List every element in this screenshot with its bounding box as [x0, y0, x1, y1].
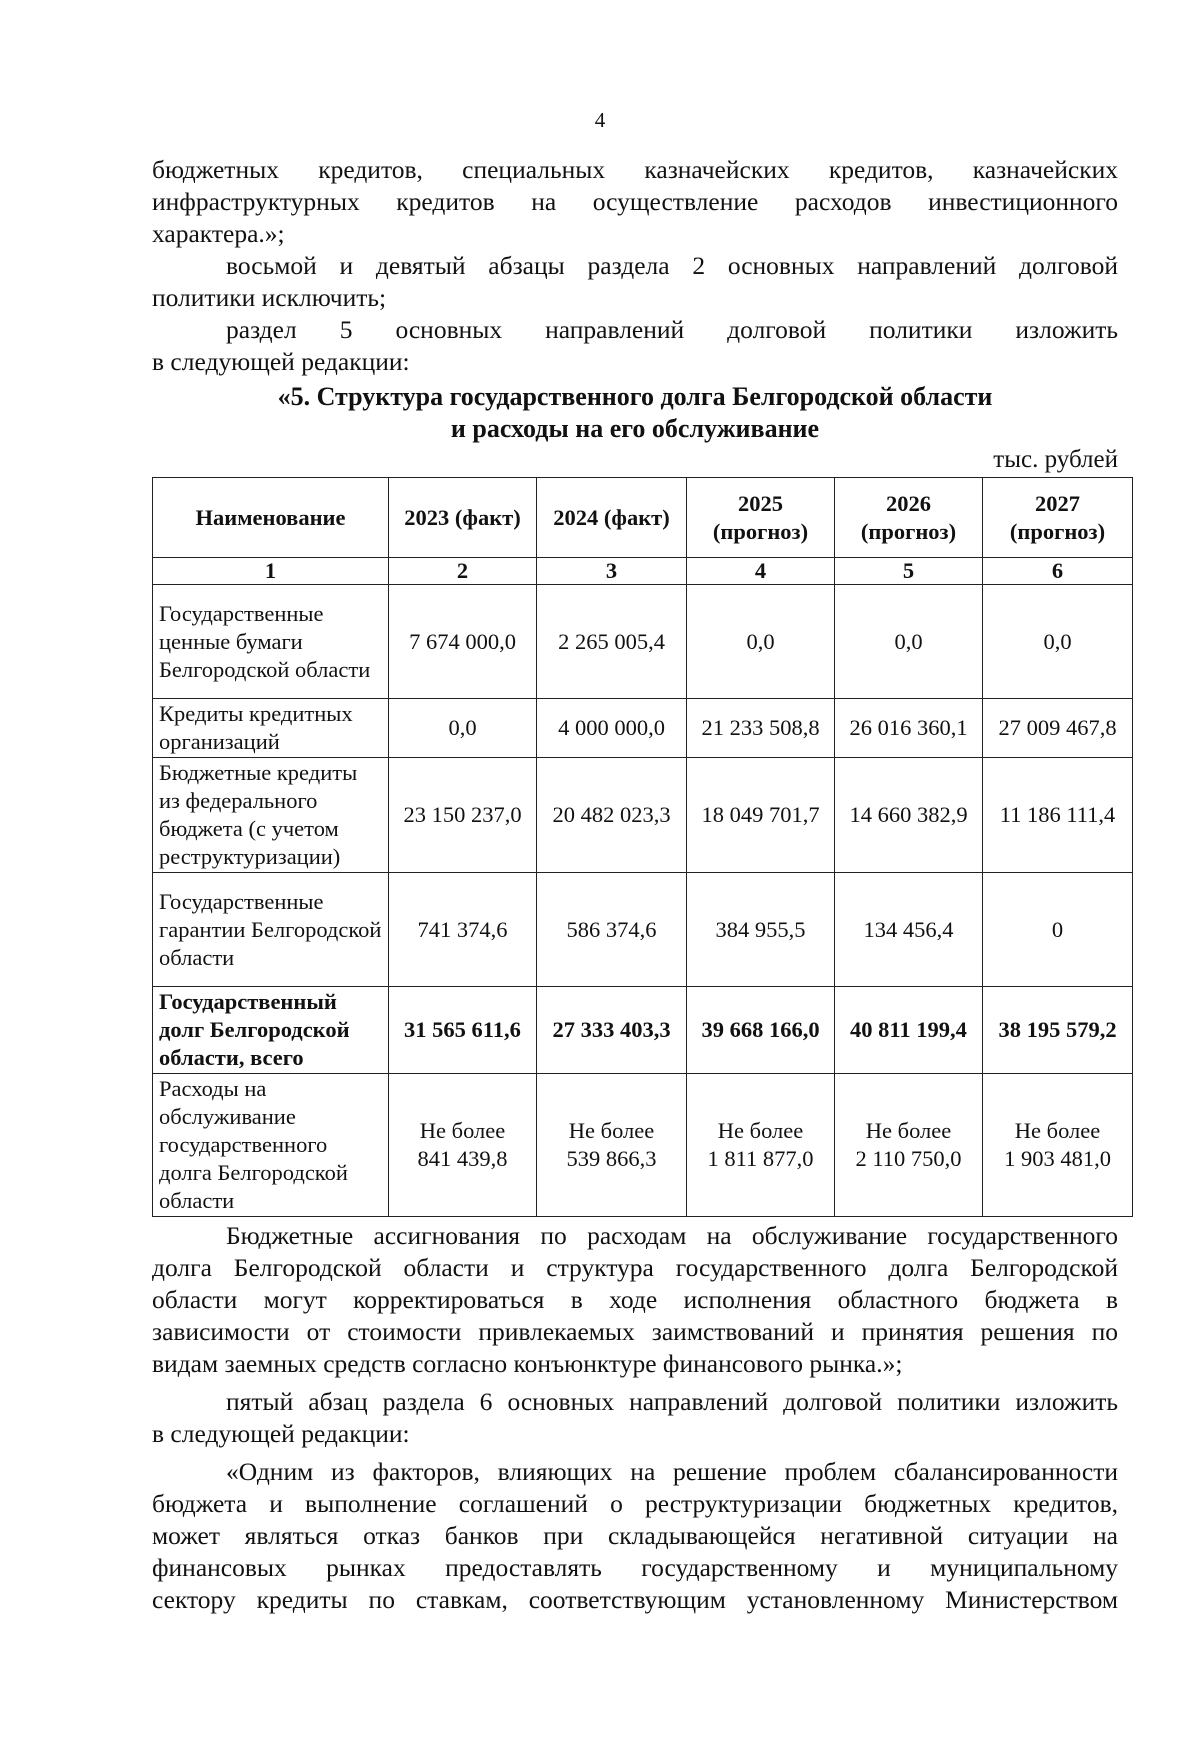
row-name: Государственный долг Белгородской области, всего [153, 987, 389, 1074]
table-cell [835, 1074, 983, 1217]
cell-value: 2 110 750,0 [855, 1146, 962, 1171]
table-cell: 40 811 199,4 [835, 987, 983, 1074]
header-2024: 2024 (факт) [537, 478, 687, 558]
table-cell [389, 1074, 537, 1217]
after-line-2: долга Белгородской области и структура государственного долга Белгородской [152, 1253, 1118, 1282]
header-2025-year: 2025 [738, 490, 783, 516]
after-line-5: видам заемных средств согласно конъюнктуре финансового рынка.»; [152, 1349, 903, 1378]
table-cell: 0,0 [983, 585, 1133, 699]
after-line-1: Бюджетные ассигнования по расходам на обслуживание государственного [226, 1221, 1118, 1250]
table-row [153, 1074, 1133, 1217]
header-2023: 2023 (факт) [389, 478, 537, 558]
intro-line-2: инфраструктурных кредитов на осуществление расходов инвестиционного [152, 187, 1118, 216]
header-2027-note: (прогноз) [1009, 518, 1106, 544]
table-cell: 0,0 [389, 699, 537, 758]
cell-prefix: Не более [717, 1118, 804, 1143]
table-cell: 2 265 005,4 [537, 585, 687, 699]
cell-prefix: Не более [419, 1118, 506, 1143]
table-cell: 11 186 111,4 [983, 758, 1133, 873]
table-cell [687, 1074, 835, 1217]
cell-value: 1 903 481,0 [1004, 1146, 1111, 1171]
header-2026-note: (прогноз) [860, 518, 957, 544]
table-cell: 27 333 403,3 [537, 987, 687, 1074]
row-name: Расходы на обслуживание государственного долга Белгородской области [153, 1074, 389, 1217]
intro-line-5: политики исключить; [152, 283, 387, 312]
after-line-12: сектору кредиты по ставкам, соответствующим установленному Министерством [152, 1585, 1118, 1614]
cell-value: 841 439,8 [417, 1146, 508, 1171]
after-line-7: в следующей редакции: [152, 1419, 410, 1448]
column-index-row [153, 558, 1133, 585]
header-2025-note: (прогноз) [712, 518, 809, 544]
page-number: 4 [594, 108, 606, 132]
table-cell: 18 049 701,7 [687, 758, 835, 873]
after-line-4: зависимости от стоимости привлекаемых заимствований и принятия решения по [152, 1317, 1118, 1346]
column-index: 2 [389, 558, 537, 585]
column-index: 5 [835, 558, 983, 585]
table-cell: 27 009 467,8 [983, 699, 1133, 758]
intro-line-3: характера.»; [152, 219, 285, 248]
section-title-line-2: и расходы на его обслуживание [450, 414, 820, 443]
table-cell: 0,0 [687, 585, 835, 699]
table-cell: 7 674 000,0 [389, 585, 537, 699]
table-cell [537, 1074, 687, 1217]
table-cell: 26 016 360,1 [835, 699, 983, 758]
table-cell: 741 374,6 [389, 873, 537, 987]
column-index: 4 [687, 558, 835, 585]
column-index: 6 [983, 558, 1133, 585]
row-name: Государственные гарантии Белгородской области [153, 873, 389, 987]
table-cell: 0 [983, 873, 1133, 987]
after-line-6: пятый абзац раздела 6 основных направлений долговой политики изложить [226, 1387, 1118, 1416]
header-2026 [835, 478, 983, 558]
table-row [153, 585, 1133, 699]
after-line-11: финансовых рынках предоставлять государственному и муниципальному [152, 1553, 1118, 1582]
table-cell: 14 660 382,9 [835, 758, 983, 873]
table-cell: 586 374,6 [537, 873, 687, 987]
table-cell: 134 456,4 [835, 873, 983, 987]
column-index: 3 [537, 558, 687, 585]
cell-prefix: Не более [568, 1118, 655, 1143]
section-title-line-1: «5. Структура государственного долга Белгородской области [277, 382, 993, 411]
intro-line-4: восьмой и девятый абзацы раздела 2 основных направлений долговой [226, 251, 1118, 280]
table-cell: 23 150 237,0 [389, 758, 537, 873]
after-line-10: может являться отказ банков при складывающейся негативной ситуации на [152, 1521, 1118, 1550]
column-index: 1 [153, 558, 389, 585]
row-name: Бюджетные кредиты из федерального бюджета (с учетом реструктуризации) [153, 758, 389, 873]
after-line-3: области могут корректироваться в ходе исполнения областного бюджета в [152, 1285, 1118, 1314]
cell-prefix: Не более [865, 1118, 952, 1143]
table-cell: 384 955,5 [687, 873, 835, 987]
table-cell [983, 1074, 1133, 1217]
intro-line-7: в следующей редакции: [152, 347, 410, 376]
units-label: тыс. рублей [993, 446, 1118, 473]
header-name: Наименование [153, 478, 389, 558]
table-cell: 20 482 023,3 [537, 758, 687, 873]
header-2025 [687, 478, 835, 558]
table-cell: 38 195 579,2 [983, 987, 1133, 1074]
row-name: Государственные ценные бумаги Белгородской области [153, 585, 389, 699]
header-2027 [983, 478, 1133, 558]
table-row [153, 758, 1133, 873]
table-header-row [153, 478, 1133, 558]
cell-prefix: Не более [1014, 1118, 1101, 1143]
total-row [153, 987, 1133, 1074]
header-2026-year: 2026 [886, 490, 931, 516]
intro-line-6: раздел 5 основных направлений долговой политики изложить [226, 315, 1118, 344]
table-row [153, 873, 1133, 987]
cell-value: 1 811 877,0 [707, 1146, 814, 1171]
intro-line-1: бюджетных кредитов, специальных казначейских кредитов, казначейских [152, 155, 1118, 184]
table-cell: 31 565 611,6 [389, 987, 537, 1074]
table-cell: 21 233 508,8 [687, 699, 835, 758]
header-2027-year: 2027 [1035, 490, 1080, 516]
table-cell: 0,0 [835, 585, 983, 699]
row-name: Кредиты кредитных организаций [153, 699, 389, 758]
table-cell: 39 668 166,0 [687, 987, 835, 1074]
debt-structure-table [152, 477, 1133, 1217]
table-cell: 4 000 000,0 [537, 699, 687, 758]
table-row [153, 699, 1133, 758]
cell-value: 539 866,3 [566, 1146, 657, 1171]
after-line-9: бюджета и выполнение соглашений о реструктуризации бюджетных кредитов, [152, 1489, 1118, 1518]
after-line-8: «Одним из факторов, влияющих на решение проблем сбалансированности [226, 1457, 1118, 1486]
